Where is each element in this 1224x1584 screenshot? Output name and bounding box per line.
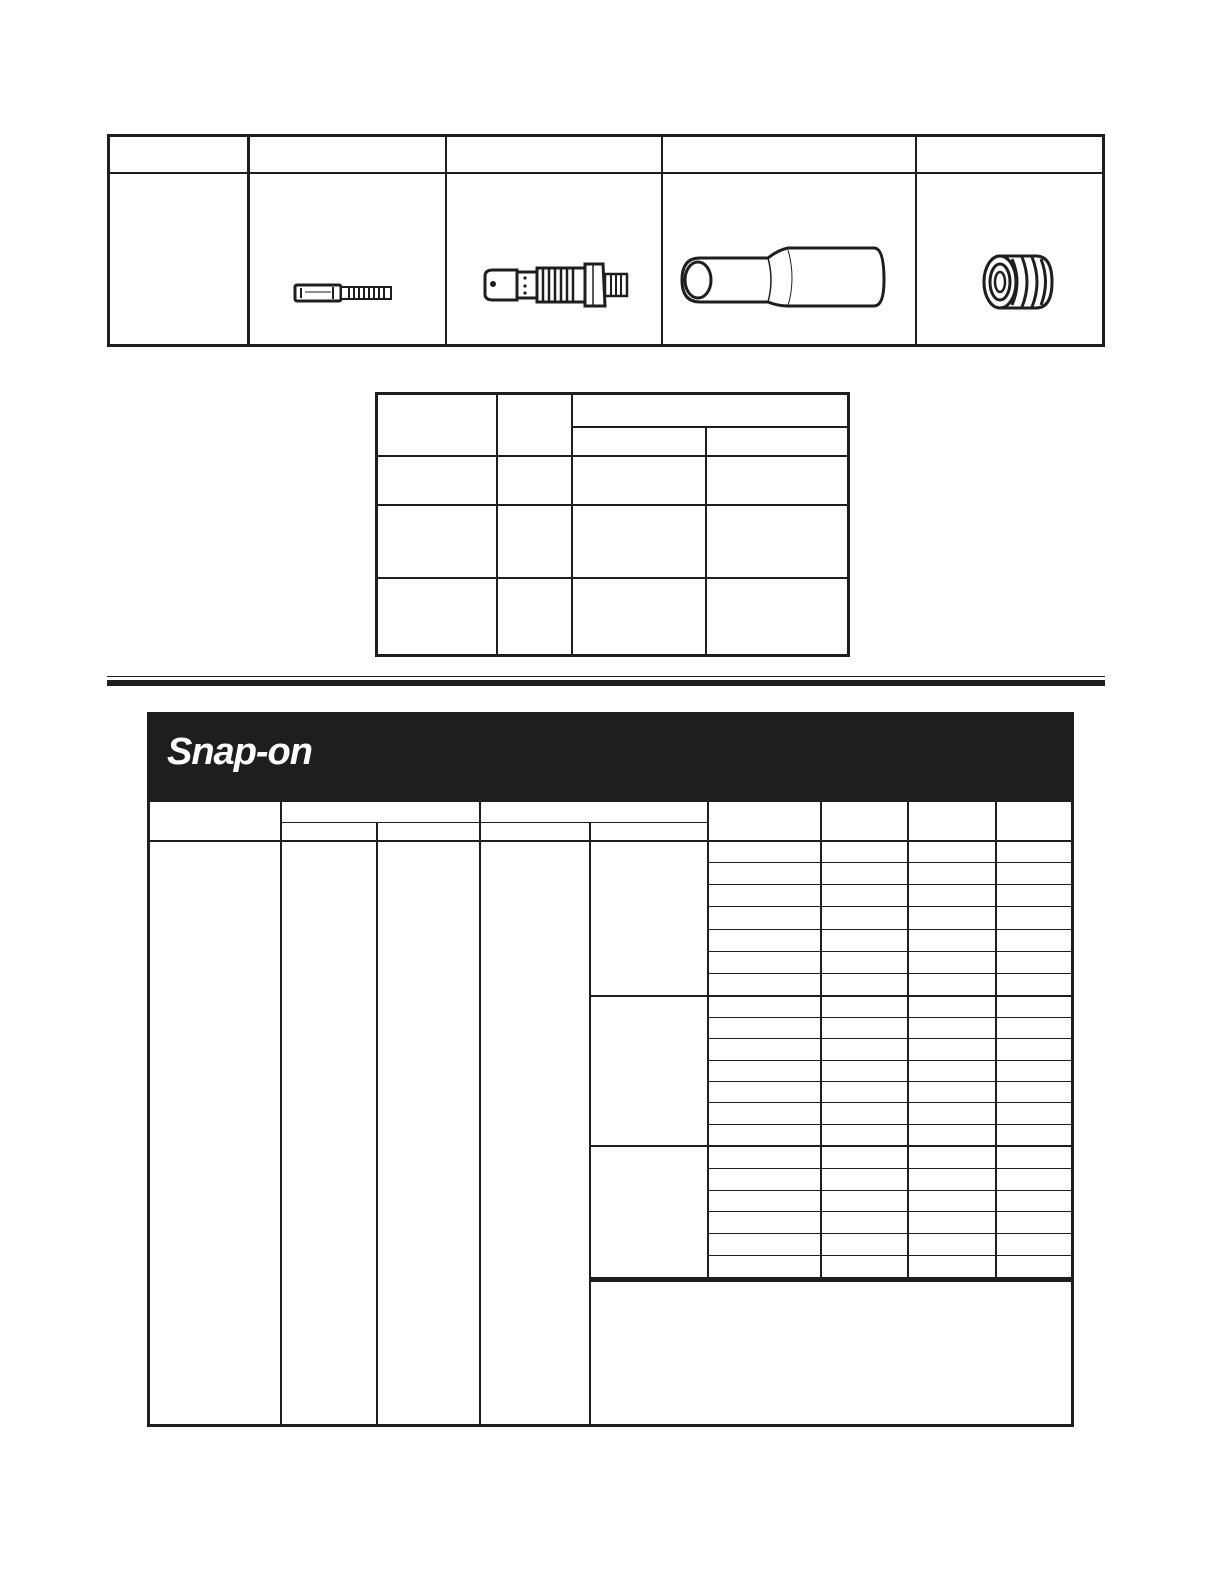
spec-table-col-line <box>705 426 707 657</box>
thread-insert-coil-icon <box>978 252 1056 312</box>
parts-table <box>107 134 1105 347</box>
snapon-notes-line <box>590 1277 1071 1282</box>
snapon-col-line <box>820 802 822 1278</box>
spec-table-row-line <box>376 504 848 506</box>
section-divider-thick <box>107 680 1105 686</box>
section-divider-thin <box>107 676 1105 677</box>
snapon-group-line <box>590 995 1071 997</box>
snapon-subheader-line <box>282 822 708 823</box>
spec-table-row-line <box>376 455 848 457</box>
rubber-boot-icon <box>678 244 888 316</box>
spec-table-subheader-line <box>572 426 848 428</box>
snapon-col-line <box>907 802 909 1278</box>
snapon-group-line <box>590 1145 1071 1147</box>
spec-table-col-line <box>496 392 498 657</box>
parts-table-col-line <box>915 134 917 347</box>
spec-table-row-line <box>376 577 848 579</box>
threaded-adapter-icon <box>293 282 395 304</box>
parts-table-col-line <box>661 134 663 347</box>
snapon-col-line <box>589 823 591 1425</box>
spec-table-col-line <box>571 392 573 657</box>
snapon-header-bottom-line <box>149 840 1071 842</box>
snapon-table <box>147 712 1074 1427</box>
parts-table-col-line <box>445 134 447 347</box>
snapon-col-line <box>995 802 997 1278</box>
snapon-col-line <box>280 802 282 1425</box>
spark-plug-adapter-icon <box>481 262 631 308</box>
svg-text:Snap-on: Snap-on <box>167 731 312 773</box>
snapon-col-line <box>707 802 709 1278</box>
parts-table-col-line <box>247 134 250 347</box>
snapon-col-line <box>376 823 378 1425</box>
snapon-col-line <box>479 802 481 1425</box>
parts-table-header-line <box>107 172 1105 174</box>
spec-table <box>375 392 850 657</box>
